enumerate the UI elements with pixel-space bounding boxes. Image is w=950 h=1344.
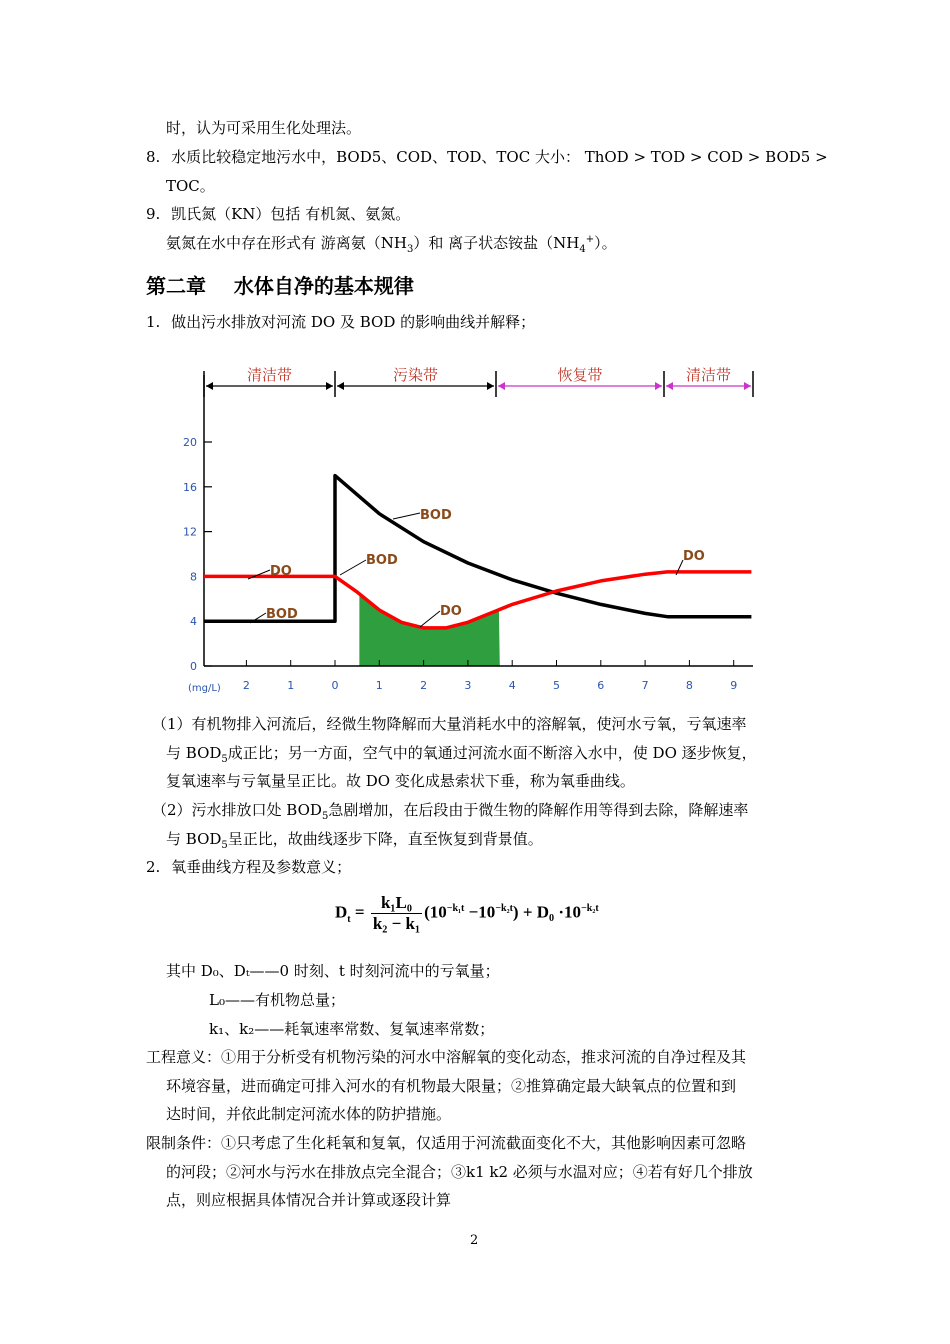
formula-fraction [371, 893, 422, 934]
limitations-line: 点，则应根据具体情况合并计算或逐段计算 [166, 1191, 452, 1209]
formula-numerator: k₁L₀ [371, 893, 422, 914]
superscript: + [585, 234, 595, 245]
engineering-significance-line: 环境容量，进而确定可排入河水的有机物最大限量；②推算确定最大缺氧点的位置和到 [166, 1077, 737, 1095]
param-line: k₁、k₂——耗氧速率常数、复氧速率常数； [209, 1020, 495, 1038]
text-run: ）。 [594, 234, 617, 252]
zone-label: 清洁带 [685, 366, 732, 384]
text-run: （2）污水排放口处 BOD [152, 801, 322, 819]
text-run: 氨氮在水中存在形式有 游离氨（NH [166, 234, 407, 252]
curve-label: BOD [366, 553, 398, 568]
zone-arrow-head-left [206, 382, 213, 390]
explanation-1-line: （1）有机物排入河流后，经微生物降解而大量消耗水中的溶解氧，使河水亏氧，亏氧速率 [152, 715, 747, 733]
formula-exponent: −k₁t [446, 902, 465, 914]
callout-leader [420, 611, 440, 627]
list-number: 1. [146, 313, 161, 331]
formula-lhs-subscript: t [347, 913, 351, 925]
text-run: ）和 离子状态铵盐（NH [413, 234, 580, 252]
subscript: 4 [579, 244, 586, 255]
param-line: 其中 D₀、Dₜ——0 时刻、t 时刻河流中的亏氧量； [166, 962, 500, 980]
explanation-2-line [152, 800, 748, 820]
oxygen-deficit-area [359, 594, 499, 666]
subscript: 5 [221, 754, 228, 765]
y-tick-label: 12 [183, 525, 197, 539]
formula-equals: = [350, 902, 369, 922]
curve-label: BOD [420, 508, 452, 523]
x-tick-label: 1 [287, 679, 295, 692]
list-text: 水质比较稳定地污水中，BOD5、COD、TOD、TOC 大小： ThOD > TOD > COD > BOD5 > [171, 148, 828, 166]
y-tick-label: 16 [183, 480, 197, 494]
question-2 [146, 857, 351, 877]
text-run: 呈正比，故曲线逐步下降，直至恢复到背景值。 [227, 830, 543, 848]
formula-term: −10 [464, 902, 496, 922]
list-number: 2. [146, 858, 161, 876]
question-1 [146, 312, 535, 332]
x-tick-label: 6 [597, 679, 605, 692]
formula-term: (10 [424, 902, 447, 922]
chapter-heading: 第二章 水体自净的基本规律 [146, 274, 414, 298]
callout-leader [340, 560, 366, 575]
formula-lhs: D [335, 902, 348, 922]
callout-leader [393, 513, 420, 519]
list-text: 氧垂曲线方程及参数意义； [171, 858, 352, 876]
curve-label: DO [440, 604, 462, 619]
list-item-9 [146, 204, 410, 224]
list-number: 9. [146, 205, 161, 223]
x-tick-label: 7 [641, 679, 649, 692]
subscript: 3 [406, 244, 414, 255]
subscript: 5 [221, 840, 228, 851]
limitations-line: 限制条件：①只考虑了生化耗氧和复氧，仅适用于河流截面变化不大，其他影响因素可忽略 [146, 1134, 747, 1152]
zone-arrow-head-right [744, 382, 751, 390]
curve-label: DO [270, 564, 292, 579]
page-number: 2 [470, 1233, 479, 1248]
zone-arrow-head-left [337, 382, 344, 390]
zone-arrow-head-left [498, 382, 505, 390]
zone-label: 污染带 [392, 366, 439, 384]
text-line: 时，认为可采用生化处理法。 [166, 119, 362, 137]
limitations-line: 的河段；②河水与污水在排放点完全混合；③k1 k2 必须与水温对应；④若有好几个排放 [166, 1163, 753, 1181]
y-tick-label: 4 [190, 615, 197, 629]
explanation-1-line: 复氧速率与亏氧量呈正比。故 DO 变化成悬索状下垂，称为氧垂曲线。 [166, 772, 635, 790]
unit-label: (mg/L) [188, 683, 221, 694]
formula-denominator: k₂ − k₁ [372, 914, 421, 933]
param-line: L₀——有机物总量； [209, 991, 345, 1009]
zone-arrow-head-right [326, 382, 333, 390]
zone-label: 清洁带 [246, 366, 293, 384]
engineering-significance-line: 达时间，并依此制定河流水体的防护措施。 [166, 1105, 452, 1123]
formula-exponent: −k₂t [581, 902, 599, 914]
text-run: 与 BOD [166, 744, 222, 762]
list-text: 凯氏氮（KN）包括 有机氮、氨氮。 [171, 205, 411, 223]
y-tick-label: 0 [190, 660, 197, 673]
zone-arrow-head-right [655, 382, 662, 390]
text-run: 急剧增加，在后段由于微生物的降解作用等得到去除，降解速率 [328, 801, 749, 819]
x-tick-label: 1 [375, 679, 383, 692]
zone-arrow-head-left [666, 382, 673, 390]
list-number: 8. [146, 148, 161, 166]
x-tick-label: 5 [553, 679, 560, 692]
x-tick-label: 3 [464, 679, 472, 692]
x-tick-label: 8 [685, 679, 693, 692]
x-tick-label: 9 [730, 679, 738, 692]
y-tick-label: 8 [190, 570, 197, 584]
text-line: TOC。 [166, 177, 215, 195]
y-tick-label: 20 [183, 436, 197, 449]
text-run: 成正比；另一方面，空气中的氧通过河流水面不断溶入水中，使 DO 逐步恢复， [227, 744, 757, 762]
curve-label: BOD [266, 607, 298, 622]
list-item-8 [146, 147, 828, 167]
text-line [166, 233, 617, 253]
x-tick-label: 2 [420, 679, 428, 692]
engineering-significance-line: 工程意义：①用于分析受有机物污染的河水中溶解氧的变化动态，推求河流的自净过程及其 [146, 1048, 747, 1066]
x-tick-label: 0 [331, 679, 339, 692]
oxygen-sag-equation [335, 893, 599, 934]
formula-term: ) + D₀ ·10 [512, 902, 582, 922]
explanation-2-line [166, 829, 543, 849]
formula-exponent: −k₂t [495, 902, 513, 914]
subscript: 5 [321, 811, 329, 822]
zone-arrow-head-right [487, 382, 494, 390]
bod-curve [204, 476, 751, 622]
oxygen-sag-chart [180, 355, 770, 700]
zone-label: 恢复带 [557, 366, 603, 384]
x-tick-label: 2 [242, 679, 250, 692]
text-run: 与 BOD [166, 830, 222, 848]
explanation-1-line [166, 743, 757, 763]
curve-label: DO [683, 549, 705, 564]
x-tick-label: 4 [508, 679, 516, 692]
list-text: 做出污水排放对河流 DO 及 BOD 的影响曲线并解释； [171, 313, 536, 331]
